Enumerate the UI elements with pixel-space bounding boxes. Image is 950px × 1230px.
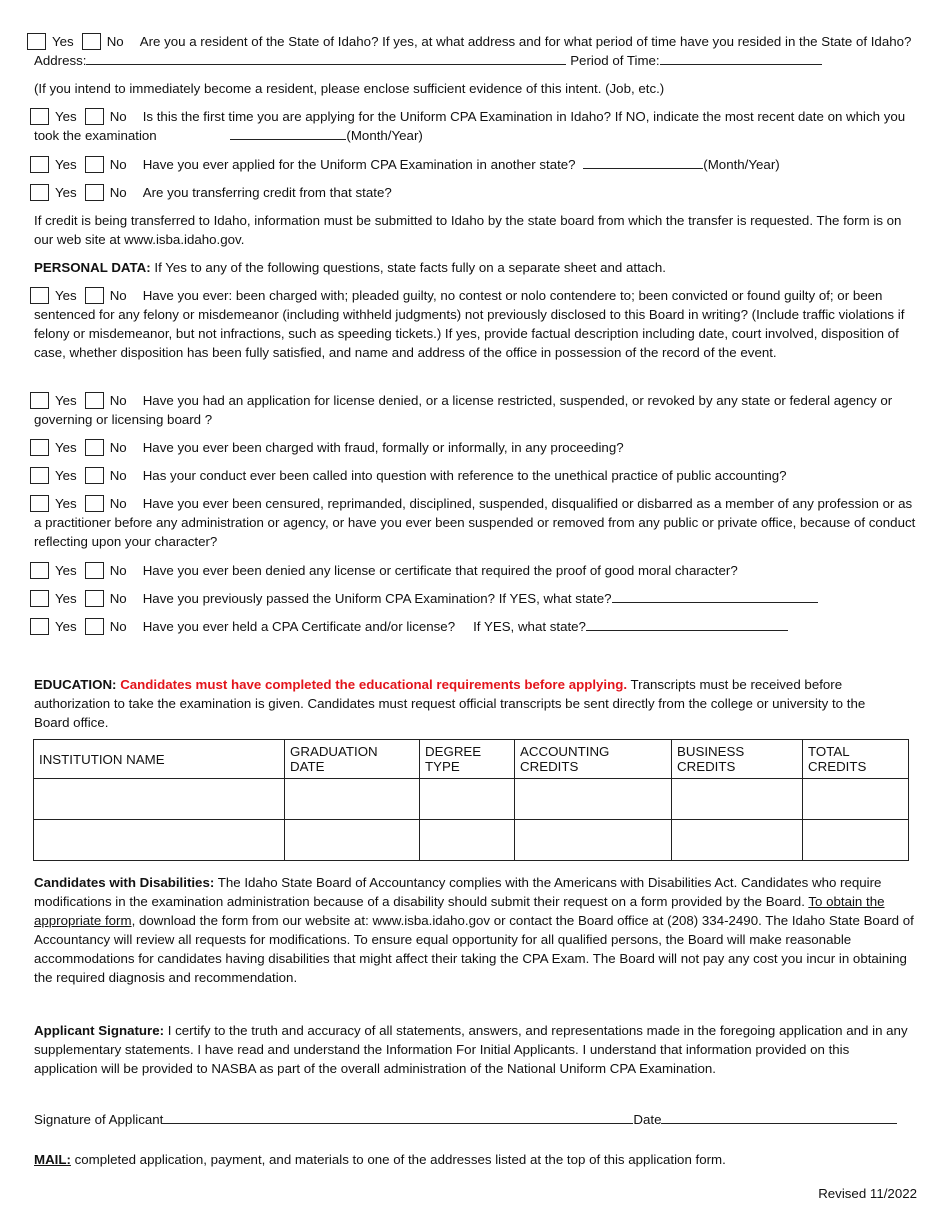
no-label: No	[109, 157, 127, 172]
residency-note: (If you intend to immediately become a resident, please enclose sufficient evidence of this intent. (Job, etc.)	[34, 81, 665, 96]
no-label: No	[109, 619, 127, 634]
charged-no-checkbox[interactable]	[85, 287, 104, 304]
transfer-question	[34, 183, 916, 202]
conduct-yes-checkbox[interactable]	[30, 467, 49, 484]
no-label: No	[109, 496, 127, 511]
passed-no-checkbox[interactable]	[85, 590, 104, 607]
other-state-question	[34, 155, 916, 174]
column-header: DEGREE TYPE	[420, 740, 515, 779]
yes-label: Yes	[55, 468, 77, 483]
no-label: No	[109, 109, 127, 124]
yes-label: Yes	[55, 185, 77, 200]
first-time-question	[34, 107, 916, 145]
address-field[interactable]	[86, 51, 566, 65]
business-credits-cell[interactable]	[672, 779, 803, 820]
yes-label: Yes	[55, 288, 77, 303]
signature-text: I certify to the truth and accuracy of all statements, answers, and representations made in the foregoing application and in any supplementary statements. I have read and understand the Information For Initial Applicants. I understand that information provided on this application will be provided to NASBA as part of the overall administration of the National Uniform CPA Examination.	[34, 1023, 908, 1076]
institution-cell[interactable]	[34, 779, 285, 820]
yes-label: Yes	[55, 619, 77, 634]
passed-state-field[interactable]	[612, 589, 818, 603]
held-yes-checkbox[interactable]	[30, 618, 49, 635]
conduct-no-checkbox[interactable]	[85, 467, 104, 484]
education-section	[34, 675, 904, 732]
column-header: ACCOUNTING CREDITS	[515, 740, 672, 779]
conduct-question-text: Has your conduct ever been called into question with reference to the unethical practice of public accounting?	[142, 468, 787, 483]
graduation-date-cell[interactable]	[285, 820, 420, 861]
first-time-date-field[interactable]	[230, 126, 346, 140]
education-text: Transcripts must be received before authorization to take the examination is given. Candidates must request official transcripts be sent directly from the college or university to the Board office.	[34, 677, 866, 730]
passed-question-text: Have you previously passed the Uniform CPA Examination? If YES, what state?	[142, 591, 612, 606]
education-heading: EDUCATION:	[34, 677, 117, 692]
disabilities-heading: Candidates with Disabilities:	[34, 875, 215, 890]
no-label: No	[109, 288, 127, 303]
no-label: No	[109, 185, 127, 200]
no-label: No	[109, 393, 127, 408]
yes-label: Yes	[55, 157, 77, 172]
personal-data-heading	[34, 258, 914, 277]
accounting-credits-cell[interactable]	[515, 779, 672, 820]
business-credits-cell[interactable]	[672, 820, 803, 861]
denied-application-no-checkbox[interactable]	[85, 392, 104, 409]
date-field[interactable]	[661, 1110, 897, 1124]
month-year-label: (Month/Year)	[346, 128, 423, 143]
held-no-checkbox[interactable]	[85, 618, 104, 635]
disabilities-text-continued: , download the form from our website at: www.isba.idaho.gov or contact the Board office at (208) 334-2490. The Idaho State Board of Accountancy will review all requests for modifications. To ensure equal opportunity for all qualified persons, the Board will make reasonable accommodations for candidates having disabilities that might affect their taking the CPA Exam. The Board will not pay any cost you incur in obtaining the required diagnosis and recommendation.	[34, 913, 914, 985]
charged-question-text: Have you ever: been charged with; pleaded guilty, no contest or nolo contendere to; been convicted or found guilty of; or been sentenced for any felony or misdemeanor (including withheld judgments) not previously disclosed to this Board in writing? (Include traffic violations if felony or misdemeanor, but not infractions, such as speeding tickets.) If yes, provide factual description including date, court involved, disposition of case, whether disposition has been fully satisfied, and name and address of the office in possession of the record of the event.	[34, 288, 905, 360]
yes-label: Yes	[55, 109, 77, 124]
held-question	[34, 617, 916, 636]
denied-application-question	[34, 391, 916, 429]
revised-date: Revised 11/2022	[818, 1186, 917, 1201]
personal-data-instruction: If Yes to any of the following questions, state facts fully on a separate sheet and attach.	[150, 260, 666, 275]
date-label: Date	[633, 1112, 662, 1127]
denied-application-yes-checkbox[interactable]	[30, 392, 49, 409]
residency-yes-checkbox[interactable]	[27, 33, 46, 50]
moral-no-checkbox[interactable]	[85, 562, 104, 579]
education-table	[33, 739, 909, 861]
transfer-no-checkbox[interactable]	[85, 184, 104, 201]
passed-question	[34, 589, 916, 608]
signature-field[interactable]	[163, 1110, 633, 1124]
fraud-yes-checkbox[interactable]	[30, 439, 49, 456]
total-credits-cell[interactable]	[803, 779, 909, 820]
censured-question-text: Have you ever been censured, reprimanded, disciplined, suspended, disqualified or disbarred as a member of any profession or as a practitioner before any administration or agency, or have you ever been suspended or removed from any public or private office, because of conduct reflecting upon your character?	[34, 496, 916, 549]
censured-no-checkbox[interactable]	[85, 495, 104, 512]
other-state-no-checkbox[interactable]	[85, 156, 104, 173]
moral-question-text: Have you ever been denied any license or certificate that required the proof of good moral character?	[142, 563, 738, 578]
form-link-text: To obtain the appropriate form	[34, 894, 885, 928]
signature-section	[34, 1021, 912, 1078]
mail-heading: MAIL:	[34, 1152, 71, 1167]
table-row	[34, 820, 909, 861]
residency-question-text: Are you a resident of the State of Idaho? If yes, at what address and for what period of time have you resided in the State of Idaho?	[139, 34, 912, 49]
yes-label: Yes	[52, 34, 74, 49]
signature-line	[34, 1110, 914, 1129]
moral-yes-checkbox[interactable]	[30, 562, 49, 579]
column-header: GRADUATION DATE	[285, 740, 420, 779]
mail-section	[34, 1150, 914, 1169]
no-label: No	[109, 563, 127, 578]
censured-yes-checkbox[interactable]	[30, 495, 49, 512]
column-header: TOTAL CREDITS	[803, 740, 909, 779]
table-row	[34, 779, 909, 820]
yes-label: Yes	[55, 496, 77, 511]
yes-label: Yes	[55, 563, 77, 578]
fraud-question-text: Have you ever been charged with fraud, formally or informally, in any proceeding?	[142, 440, 624, 455]
no-label: No	[109, 468, 127, 483]
address-label: Address:	[34, 53, 87, 68]
held-state-label: If YES, what state?	[473, 619, 586, 634]
other-state-question-text: Have you ever applied for the Uniform CPA Examination in another state?	[142, 157, 576, 172]
mail-text: completed application, payment, and materials to one of the addresses listed at the top of this application form.	[70, 1152, 726, 1167]
charged-question	[34, 286, 916, 362]
disabilities-section	[34, 873, 914, 987]
yes-label: Yes	[55, 440, 77, 455]
censured-question	[34, 494, 916, 551]
signature-label: Signature of Applicant	[34, 1112, 164, 1127]
month-year-label: (Month/Year)	[703, 157, 780, 172]
residency-question	[34, 32, 916, 70]
institution-cell[interactable]	[34, 820, 285, 861]
yes-label: Yes	[55, 591, 77, 606]
first-time-yes-checkbox[interactable]	[30, 108, 49, 125]
no-label: No	[109, 591, 127, 606]
first-time-no-checkbox[interactable]	[85, 108, 104, 125]
held-question-text: Have you ever held a CPA Certificate and/or license?	[142, 619, 456, 634]
total-credits-cell[interactable]	[803, 820, 909, 861]
disabilities-text: The Idaho State Board of Accountancy complies with the Americans with Disabilities Act. Candidates who require modifications in the examination administration because of a disability should submit their request on a form provided by the Board.	[34, 875, 882, 909]
other-state-date-field[interactable]	[583, 155, 703, 169]
period-field[interactable]	[660, 51, 822, 65]
moral-question	[34, 561, 916, 580]
signature-heading: Applicant Signature:	[34, 1023, 165, 1038]
personal-data-title: PERSONAL DATA:	[34, 260, 151, 275]
column-header: INSTITUTION NAME	[34, 740, 285, 779]
transfer-question-text: Are you transferring credit from that state?	[142, 185, 392, 200]
table-header-row	[34, 740, 909, 779]
transfer-note: If credit is being transferred to Idaho, information must be submitted to Idaho by the state board from which the transfer is requested. The form is on our web site at www.isba.idaho.gov.	[34, 213, 902, 247]
transfer-yes-checkbox[interactable]	[30, 184, 49, 201]
held-state-field[interactable]	[586, 617, 788, 631]
charged-yes-checkbox[interactable]	[30, 287, 49, 304]
residency-no-checkbox[interactable]	[82, 33, 101, 50]
degree-type-cell[interactable]	[420, 779, 515, 820]
period-label: Period of Time:	[570, 53, 660, 68]
fraud-question	[34, 438, 916, 457]
first-time-question-text: Is this the first time you are applying for the Uniform CPA Examination in Idaho? If NO, indicate the most recent date on which you took the examination	[34, 109, 906, 143]
conduct-question	[34, 466, 916, 485]
other-state-yes-checkbox[interactable]	[30, 156, 49, 173]
yes-label: Yes	[55, 393, 77, 408]
accounting-credits-cell[interactable]	[515, 820, 672, 861]
education-requirement: Candidates must have completed the educational requirements before applying.	[120, 677, 628, 692]
no-label: No	[109, 440, 127, 455]
graduation-date-cell[interactable]	[285, 779, 420, 820]
column-header: BUSINESS CREDITS	[672, 740, 803, 779]
passed-yes-checkbox[interactable]	[30, 590, 49, 607]
no-label: No	[106, 34, 124, 49]
denied-application-question-text: Have you had an application for license denied, or a license restricted, suspended, or revoked by any state or federal agency or governing or licensing board ?	[34, 393, 893, 427]
fraud-no-checkbox[interactable]	[85, 439, 104, 456]
degree-type-cell[interactable]	[420, 820, 515, 861]
